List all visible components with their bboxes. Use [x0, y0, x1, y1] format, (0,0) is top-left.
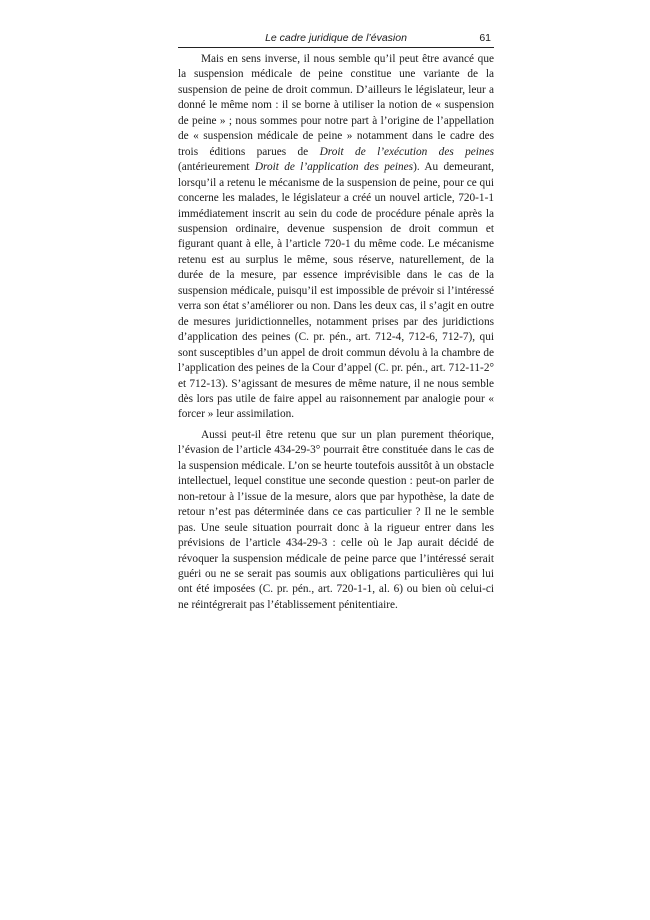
book-title-application: Droit de l’application des peines — [254, 161, 414, 174]
book-title-execution: Droit de l’exécution des peines — [319, 145, 494, 158]
paragraph-1-text-c: ). Au demeurant, lorsqu’il a retenu le mécanisme de la suspension de peine, pour ce qui concerne les malades, le législateur a créé un nouvel article, 720-1-1 immédiatement inscrit au sein du code de procédure pénale après la suspension ordinaire, devenue suspension de droit commun et figurant quant à elle, à l’article 720-1 du même code. Le mécanisme retenu est au surplus le même, sous réserve, naturellement, de la durée de la mesure, par essence imprévisible dans le cas de la suspension médicale, puisqu’il est impossible de prévoir si l’intéressé verra son état s’améliorer ou non. Dans les deux cas, il s’agit en outre de mesures juridictionnelles, notamment prises par des juridictions d’application des peines (C. pr. pén., art. 712-4, 712-6, 712-7), qui sont susceptibles d’un appel de droit commun dévolu à la chambre de l’application des peines de la Cour d’appel (C. pr. pén., art. 712-11-2° et 712-13). S’agissant de mesures de même nature, il ne nous semble dès lors pas utile de faire appel au raisonnement par analogie pour « forcer » leur assimilation. — [178, 161, 494, 421]
page-number: 61 — [479, 32, 491, 44]
paragraph-1-text-a: Mais en sens inverse, il nous semble qu’il peut être avancé que la suspension médicale de peine constitue une variante de la suspension de peine de droit commun. D’ailleurs le législateur, leur a donné le même nom : il se borne à utiliser la notion de « suspension de peine » ; nous sommes pour notre part à l’origine de l’appellation de « suspension médicale de peine » notamment dans le cadre des trois éditions parues de — [178, 53, 494, 158]
body-text — [178, 52, 494, 613]
running-title: Le cadre juridique de l’évasion — [265, 32, 407, 44]
paragraph-1-text-b: (antérieurement — [178, 161, 255, 174]
running-header — [178, 31, 494, 48]
paragraph-2: Aussi peut-il être retenu que sur un plan purement théorique, l’évasion de l’article 434-29-3° pourrait être constituée dans le cas de la suspension médicale. L’on se heurte toutefois aussitôt à un obstacle intellectuel, lequel constitue une seconde question : peut-on parler de non-retour à l’issue de la mesure, alors que par hypothèse, la date de retour n’est pas déterminée dans ce cas particulier ? Il ne le semble pas. Une seule situation pourrait donc à la rigueur entrer dans les prévisions de l’article 434-29-3 : celle où le Jap aurait décidé de révoquer la suspension médicale de peine parce que l’intéressé serait guéri ou ne se serait pas soumis aux obligations particulières qui lui ont été imposées (C. pr. pén., art. 720-1-1, al. 6) ou bien où celui-ci ne réintégrerait pas l’établissement pénitentiaire. — [178, 428, 494, 611]
paragraph-1 — [178, 52, 494, 423]
